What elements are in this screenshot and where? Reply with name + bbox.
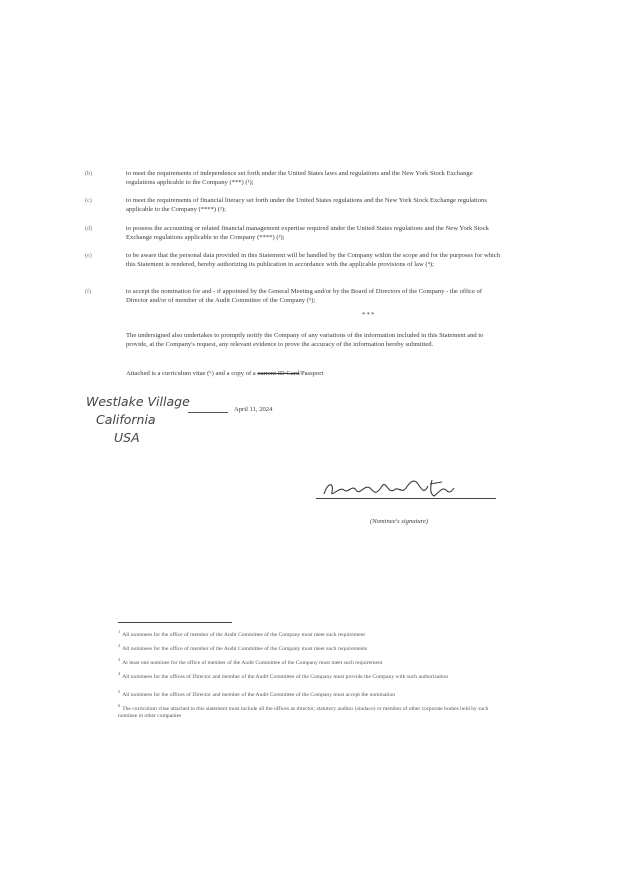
- attachment-suffix: /Passport: [299, 370, 324, 377]
- item-text: to meet the requirements of independence set forth under the United States laws and regulations and the New York Stock Exchange regulations applicable to the Company (***) (¹);: [126, 170, 473, 187]
- list-item: [85, 224, 502, 243]
- footnote-mark: 3: [118, 657, 121, 662]
- footnote-text: All nominees for the offices of Director and member of the Audit Committee of the Company must accept the nomination: [122, 691, 396, 698]
- footnote-mark: 5: [118, 689, 121, 694]
- footnote: [118, 688, 502, 699]
- footnote: [118, 628, 502, 639]
- list-item: [85, 287, 502, 306]
- list-item: [85, 251, 502, 270]
- footnote-text: All nominees for the offices of Director and member of the Audit Committee of the Company must provide the Company with such authorization: [122, 673, 449, 680]
- list-item: [85, 169, 502, 188]
- signature-date: April 11, 2024: [234, 406, 273, 413]
- footnote: [118, 642, 502, 653]
- attachment-prefix: Attached is a curriculum vitae (⁶) and a copy of a: [126, 370, 258, 377]
- footnote-mark: 6: [118, 703, 121, 708]
- footnote-text: The curriculum vitae attached to this statement must include all the offices as director, statutory auditor (sindaco) or member of other corporate bodies held by such nominee in other companies: [118, 705, 489, 720]
- signature-label: (Nominee's signature): [370, 518, 429, 525]
- footnote-mark: 1: [118, 629, 121, 634]
- item-marker: (f): [85, 288, 92, 295]
- footnote-text: At least one nominee for the office of member of the Audit Committee of the Company must meet such requirement: [122, 659, 383, 666]
- section-separator: ***: [362, 311, 376, 319]
- item-text: to meet the requirements of financial literacy set forth under the United States regulations and the New York Stock Exchange regulations applicable to the Company (****) (²);: [126, 197, 487, 214]
- nominee-signature: [318, 472, 478, 504]
- handwritten-place-line: USA: [114, 430, 140, 445]
- footnote: [118, 702, 502, 721]
- footnote-rule: [118, 622, 232, 623]
- item-marker: (d): [85, 225, 93, 232]
- footnote-text: All nominees for the office of member of the Audit Committee of the Company must meet such requirements: [122, 645, 368, 652]
- item-marker: (b): [85, 170, 93, 177]
- item-text: to be aware that the personal data provided in this Statement will be handled by the Company within the scope and for the purposes for which this Statement is rendered, hereby authorizing its publication in accordance with the applicable provisions of law (⁴);: [126, 252, 501, 269]
- item-marker: (e): [85, 252, 92, 259]
- item-text: to possess the accounting or related financial management expertise required under the United States regulations and the New York Stock Exchange regulations applicable to the Company (****) (³);: [126, 225, 489, 242]
- undertaking-paragraph: The undersigned also undertakes to promptly notify the Company of any variations of the information included in this Statement and to provide, at the Company's request, any relevant evidence to prove the accuracy of the information hereby submitted.: [126, 332, 484, 349]
- item-marker: (c): [85, 197, 92, 204]
- attachment-line: [126, 369, 502, 378]
- footnote-mark: 4: [118, 671, 121, 676]
- footnote-text: All nominees for the office of member of the Audit Committee of the Company must meet such requirement: [122, 631, 365, 638]
- item-text: to accept the nomination for and - if appointed by the General Meeting and/or by the Board of Directors of the Company - the office of Director and/or of member of the Audit Committee of the Company (⁵);: [126, 288, 483, 305]
- handwritten-place-line: California: [96, 412, 156, 427]
- attachment-struck-text: current ID Card: [257, 370, 300, 377]
- place-underline: [188, 412, 228, 413]
- footnote-mark: 2: [118, 643, 121, 648]
- list-item: [85, 196, 502, 215]
- footnote: [118, 670, 502, 681]
- footnote: [118, 656, 502, 667]
- signature-rule: [316, 498, 496, 499]
- handwritten-place-line: Westlake Village: [86, 394, 190, 409]
